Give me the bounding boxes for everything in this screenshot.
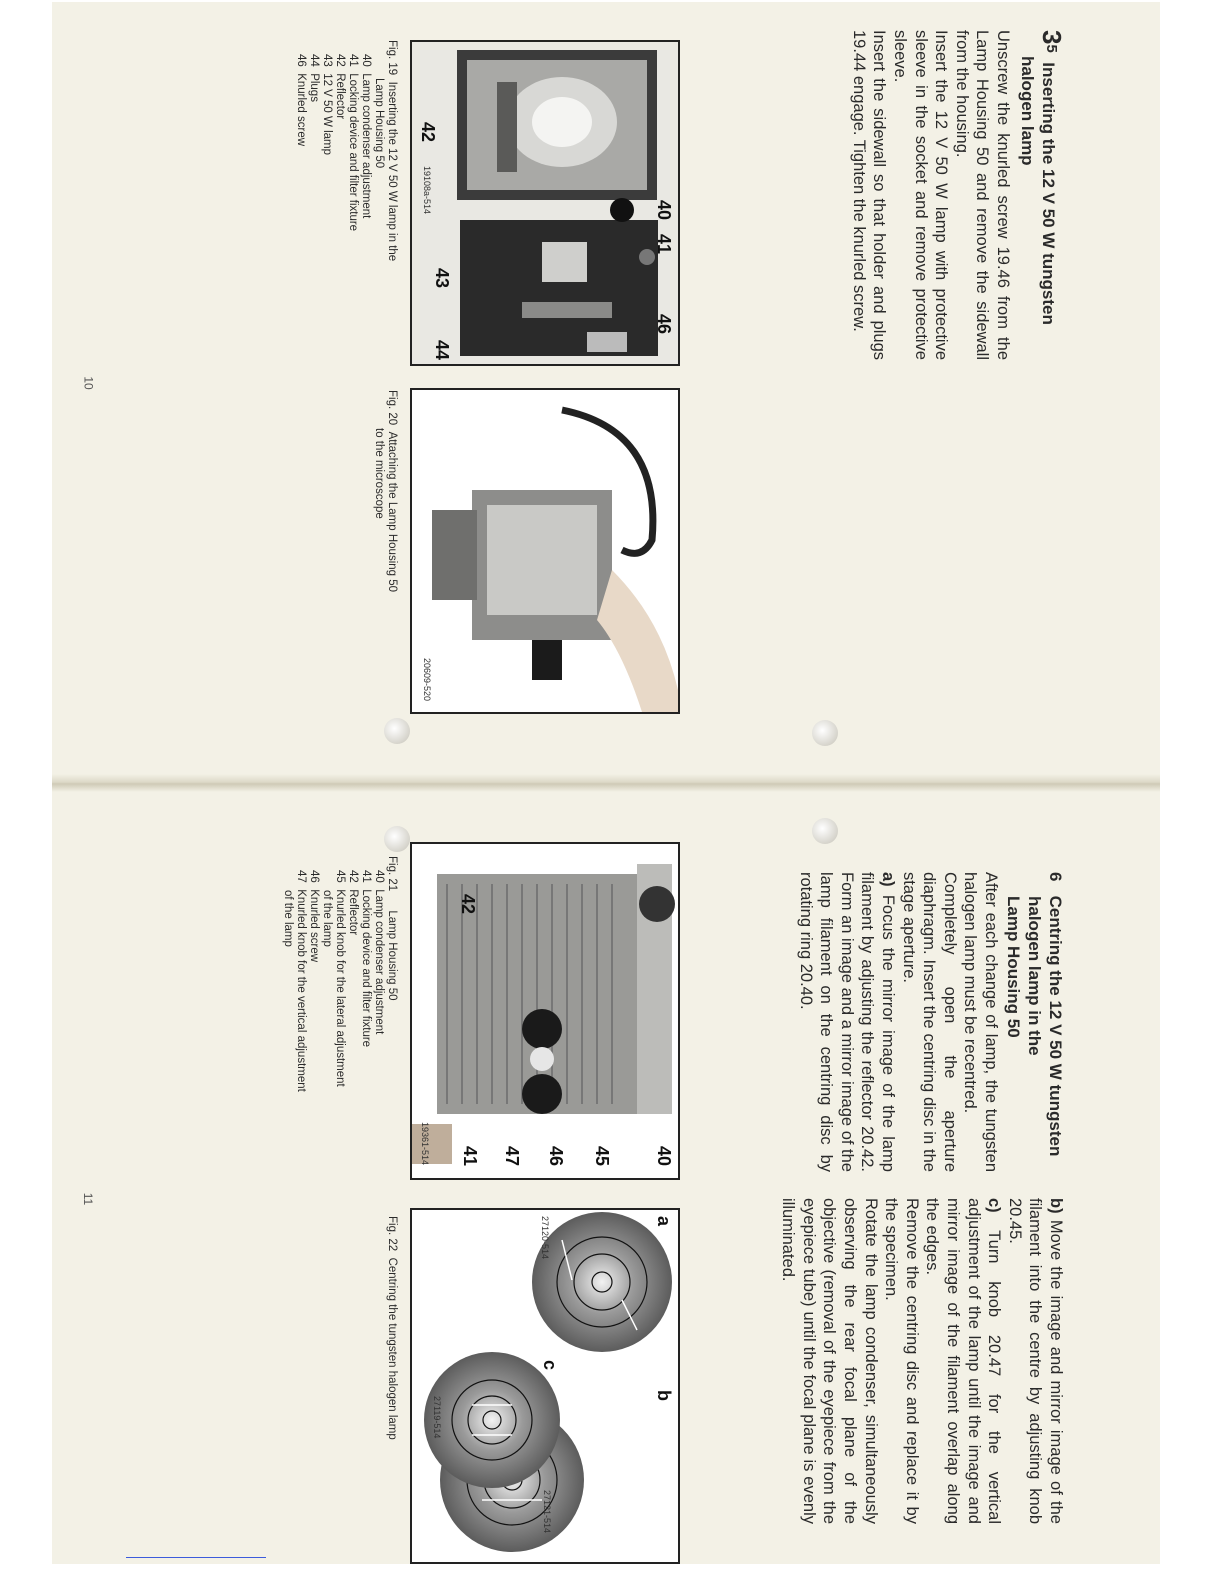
item-text: Lamp condenser adjustment [373, 889, 385, 1035]
callout-46: 46 [654, 314, 674, 335]
callout-46: 46 [546, 1146, 566, 1167]
fig-number: Fig. 20 [386, 390, 398, 426]
figure-21-caption [281, 856, 398, 1092]
fig-number: Fig. 19 [386, 40, 398, 76]
section-heading: 35 Inserting the 12 V 50 W tungsten halogen lamp [1018, 30, 1067, 325]
callout-42: 42 [458, 894, 478, 915]
paragraph-a: a) Focus the mirror image of the lamp filament by adjusting the reflector 20.42. Form an image and a mirror image of the lamp filament on the centring disc by rotating ring 20.40. [796, 872, 898, 1172]
callout-43: 43 [432, 268, 452, 289]
paragraph-c: c) Turn knob 20.47 for the vertical adjustment of the lamp until the image and mirror image of the filament overlap along the edges. [923, 1198, 1004, 1524]
disc-code-c: 27119-514 [432, 1396, 442, 1439]
photo-code: 20609-520 [422, 658, 432, 702]
callout-41: 41 [654, 234, 674, 255]
item-text: of the lamp [321, 890, 333, 947]
item-text: Plugs [308, 73, 320, 102]
item-text: Reflector [334, 73, 346, 120]
item-text: 12 V 50 W lamp [321, 73, 333, 156]
item-number: 43 [321, 54, 333, 67]
section-6 [795, 872, 1066, 1172]
item-text: Knurled knob for the lateral adjustment [334, 889, 346, 1087]
section-heading: 6 Centring the 12 V 50 W tungsten halogen lamp in the Lamp Housing 50 [1004, 872, 1065, 1157]
disc-code-b: 27121-514 [542, 1490, 552, 1534]
page-number: 10 [81, 376, 96, 390]
page-fold [52, 774, 1160, 792]
lamp-housing-open-photo [412, 42, 678, 364]
binding-hole [384, 718, 410, 744]
paragraph: Remove the centring disc and replace it by the specimen. [882, 1198, 921, 1524]
disc-a [532, 1212, 672, 1352]
paragraph: Unscrew the knurled screw 19.46 from the Lamp Housing 50 and remove the sidewall from the housing. [952, 30, 1012, 360]
item-number: 46 [295, 54, 307, 67]
section-3-5 [848, 30, 1067, 360]
fig-title: Centring the tungsten halogen lamp [386, 1257, 398, 1440]
fig-title: Attaching the Lamp Housing 50 [386, 431, 398, 593]
item-number: 45 [334, 870, 346, 883]
binding-hole [812, 818, 838, 844]
figure-22-caption [385, 1216, 398, 1440]
disc-letter-c: c [540, 1360, 560, 1371]
page-number: 11 [81, 1192, 96, 1206]
item-number: 42 [347, 870, 359, 883]
item-number: 44 [308, 54, 320, 67]
callout-44: 44 [432, 340, 452, 361]
item-text: Reflector [347, 889, 359, 936]
disc-letter-b: b [654, 1390, 674, 1401]
disc-c [424, 1352, 560, 1488]
item-text: of the lamp [282, 890, 294, 947]
figure-19-photo [410, 40, 680, 366]
binding-hole [812, 720, 838, 746]
lamp-housing-knobs-photo [412, 844, 678, 1178]
callout-41: 41 [460, 1146, 480, 1167]
paragraph: Rotate the lamp condenser, simultaneously observing the rear focal plane of the objective (removal of the eyepiece from the eyepiece tube) until the focal plane is evenly illuminated. [779, 1198, 880, 1524]
underline-artifact [126, 1557, 266, 1558]
item-number: 41 [347, 54, 359, 67]
binding-hole [384, 826, 410, 852]
disc-letter-a: a [654, 1216, 674, 1227]
item-number: 41 [360, 870, 372, 883]
disc-code-a: 27120-514 [540, 1216, 550, 1260]
item-text: Lamp condenser adjustment [360, 73, 372, 219]
paragraph: After each change of lamp, the tungsten halogen lamp must be recentred. [961, 872, 1000, 1172]
item-text: Knurled screw [295, 73, 307, 147]
callout-40: 40 [654, 1146, 674, 1167]
item-text: Knurled screw [308, 889, 320, 963]
figure-20-photo [410, 388, 680, 714]
fig-title-line2: to the microscope [373, 428, 385, 519]
callout-42: 42 [418, 122, 438, 143]
callout-40: 40 [654, 200, 674, 221]
callout-45: 45 [592, 1146, 612, 1167]
section-6-continued [778, 1198, 1066, 1524]
figure-19-caption [294, 40, 398, 261]
photo-code: 19361-514 [420, 1122, 430, 1166]
item-number: 40 [360, 54, 372, 67]
figure-21-photo [410, 842, 680, 1180]
item-number: 40 [373, 870, 385, 883]
callout-47: 47 [502, 1146, 522, 1167]
item-text: Lamp Housing 50 [386, 910, 398, 1001]
paragraph: Completely open the aperture diaphragm. Insert the centring disc in the stage aperture. [899, 872, 959, 1172]
photo-code: 19108a-514 [422, 166, 432, 215]
figure-22-discs [410, 1208, 680, 1564]
paragraph-b: b) Move the image and mirror image of the filament into the centre by adjusting knob 20.45. [1005, 1198, 1065, 1524]
attaching-housing-photo [412, 390, 678, 712]
item-number: 42 [334, 54, 346, 67]
fig-number: Fig. 21 [386, 856, 398, 892]
fig-title-line2: Lamp Housing 50 [373, 78, 385, 169]
item-number: 46 [308, 870, 320, 883]
paragraph: Insert the sidewall so that holder and plugs 19.44 engage. Tighten the knurled screw. [849, 30, 889, 360]
paragraph: Insert the 12 V 50 W lamp with protective sleeve in the socket and remove protective sleeve. [891, 30, 951, 360]
item-text: Knurled knob for the vertical adjustment [295, 889, 307, 1092]
item-text: Locking device and filter fixture [347, 73, 359, 232]
figure-20-caption [372, 390, 398, 592]
item-text: Locking device and filter fixture [360, 889, 372, 1048]
fig-number: Fig. 22 [386, 1216, 398, 1252]
item-number: 47 [295, 870, 307, 883]
fig-title: Inserting the 12 V 50 W lamp in the [386, 81, 398, 262]
